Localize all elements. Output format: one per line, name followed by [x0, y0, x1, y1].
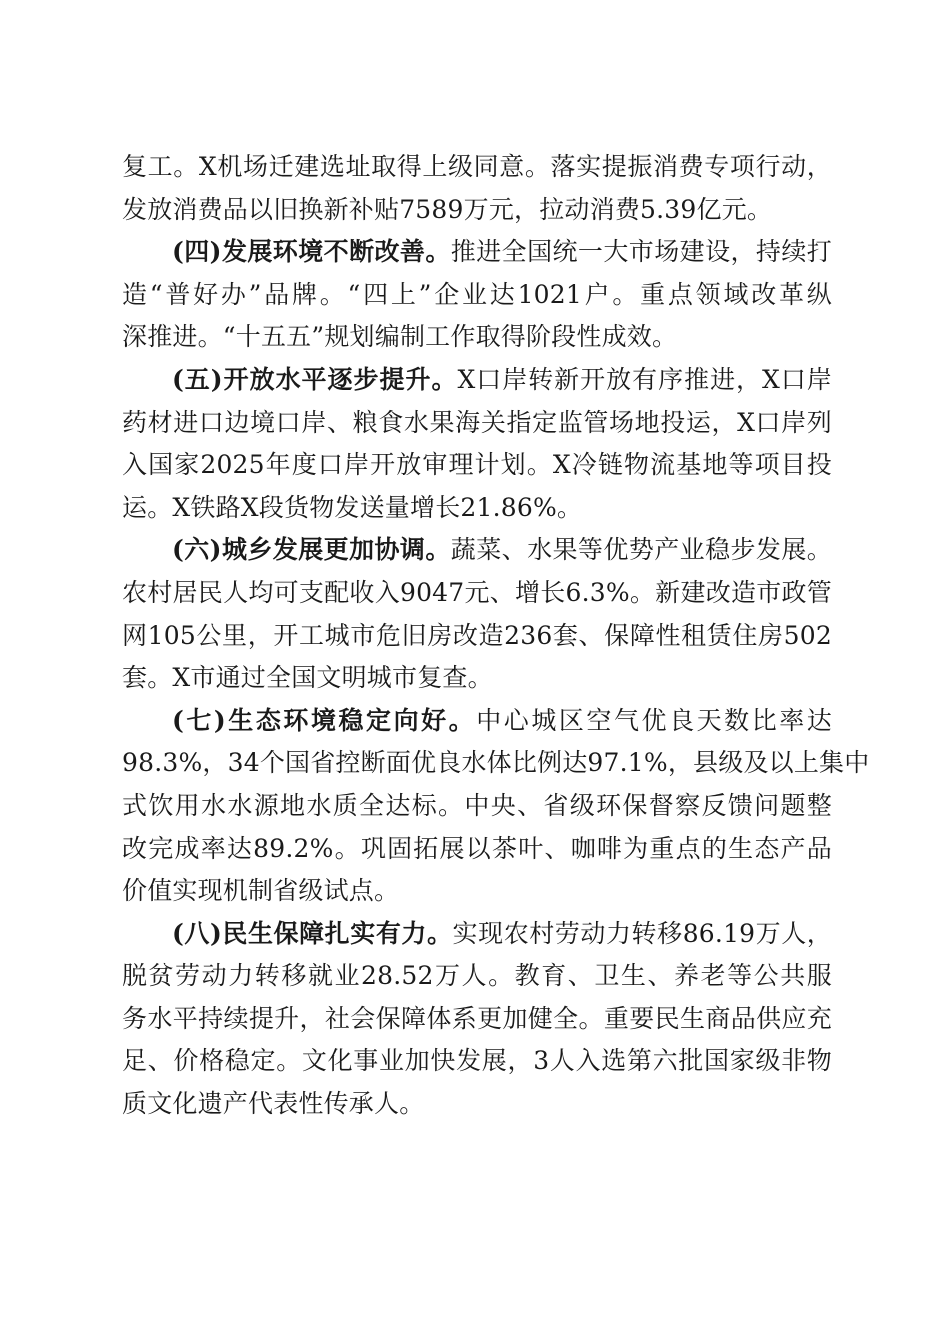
line-text: 农村居民人均可支配收入9047元、增长6.3%。新建改造市政管 [122, 577, 832, 607]
paragraph-line [122, 146, 832, 189]
line-text: 复工。X机场迁建选址取得上级同意。落实提振消费专项行动， [122, 152, 832, 181]
paragraph-line [122, 913, 832, 956]
section-heading: (七)生态环境稳定向好。 [172, 705, 477, 735]
line-text: 造“普好办”品牌。“四上”企业达1021户。重点领域改革纵 [122, 279, 832, 309]
paragraph-line [122, 487, 832, 530]
paragraph-line [122, 359, 832, 402]
paragraph-line [122, 316, 832, 359]
paragraph-line [122, 742, 870, 785]
section-heading: (六)城乡发展更加协调。 [172, 535, 451, 565]
line-text: 足、价格稳定。文化事业加快发展，3人入选第六批国家级非物 [122, 1046, 832, 1076]
line-text: 推进全国统一大市场建设，持续打 [450, 237, 832, 267]
section-heading: (五)开放水平逐步提升。 [172, 364, 458, 394]
line-text: 套。X市通过全国文明城市复查。 [122, 663, 493, 693]
line-text: 式饮用水水源地水质全达标。中央、省级环保督察反馈问题整 [122, 790, 832, 820]
paragraph-line [122, 572, 832, 615]
paragraph-line [122, 785, 832, 828]
paragraph-line [122, 700, 832, 743]
paragraph-line [122, 189, 832, 232]
line-text: 运。X铁路X段货物发送量增长21.86%。 [122, 492, 583, 522]
section-heading: (四)发展环境不断改善。 [172, 237, 451, 267]
line-text: 质文化遗产代表性传承人。 [122, 1089, 425, 1119]
section-heading: (八)民生保障扎实有力。 [172, 918, 453, 948]
line-text: 发放消费品以旧换新补贴7589万元，拉动消费5.39亿元。 [122, 194, 773, 224]
paragraph-line [122, 1083, 832, 1126]
paragraph-line [122, 615, 832, 658]
line-text: 实现农村劳动力转移86.19万人， [452, 918, 832, 948]
line-text: 脱贫劳动力转移就业28.52万人。教育、卫生、养老等公共服 [122, 961, 832, 991]
paragraph-line [122, 402, 832, 445]
paragraph-line [122, 529, 832, 572]
paragraph-line [122, 657, 832, 700]
paragraph-line [122, 444, 832, 487]
line-text: 中心城区空气优良天数比率达 [476, 705, 832, 735]
paragraph-line [122, 274, 832, 317]
line-text: 蔬菜、水果等优势产业稳步发展。 [450, 535, 832, 565]
line-text: 深推进。“十五五”规划编制工作取得阶段性成效。 [122, 322, 678, 352]
paragraph-line [122, 955, 832, 998]
line-text: 改完成率达89.2%。巩固拓展以茶叶、咖啡为重点的生态产品 [122, 833, 832, 863]
paragraph-line [122, 870, 832, 913]
paragraph-line [122, 231, 832, 274]
line-text: 药材进口边境口岸、粮食水果海关指定监管场地投运，X口岸列 [122, 407, 832, 437]
line-text: 网105公里，开工城市危旧房改造236套、保障性租赁住房502 [122, 620, 832, 650]
line-text: 价值实现机制省级试点。 [122, 876, 400, 906]
document-body [122, 146, 870, 1126]
line-text: X口岸转新开放有序推进，X口岸 [457, 364, 832, 394]
line-text: 入国家2025年度口岸开放审理计划。X冷链物流基地等项目投 [122, 450, 832, 480]
paragraph-line [122, 1040, 832, 1083]
line-text: 务水平持续提升，社会保障体系更加健全。重要民生商品供应充 [122, 1003, 832, 1033]
paragraph-line [122, 998, 832, 1041]
paragraph-line [122, 828, 832, 871]
line-text: 98.3%，34个国省控断面优良水体比例达97.1%，县级及以上集中 [122, 748, 870, 778]
